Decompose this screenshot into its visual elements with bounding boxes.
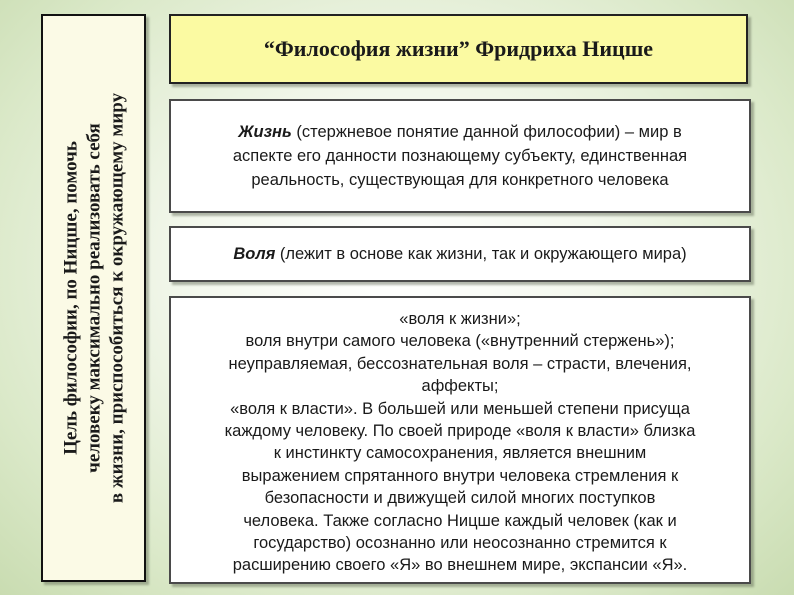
will-term: Воля [233,244,276,263]
life-line-1: (стержневое понятие данной философии) – мир в [291,123,682,141]
goal-line-3: в жизни, приспособиться к окружающему миру [106,92,127,504]
detail-line-10: человека. Также согласно Ницше каждый человек (как и [243,511,677,530]
detail-line-4: аффекты; [421,377,499,396]
goal-text [59,24,128,572]
goal-line-1: Цель философии, по Ницше, помочь [60,141,81,455]
life-definition-box [169,99,751,213]
detail-line-3: неуправляемая, бессознательная воля – страсти, влечения, [228,354,692,373]
will-definition-box [169,226,751,282]
page-title: “Философия жизни” Фридриха Ницше [263,36,654,61]
will-rest: (лежит в основе как жизни, так и окружающего мира) [275,244,687,263]
detail-line-12: расширению своего «Я» во внешнем мире, экспансии «Я». [232,556,688,575]
life-term: Жизнь [238,123,292,141]
detail-line-2: воля внутри самого человека («внутренний стержень»); [245,332,675,351]
goal-panel [41,14,146,582]
detail-line-7: к инстинкту самосохранения, является внешним [273,444,647,463]
title-box [169,14,748,84]
life-line-2: аспекте его данности познающему субъекту, единственная [232,147,688,165]
detail-line-5: «воля к власти». В большей или меньшей степени присуща [230,399,690,418]
life-definition-text [233,120,687,192]
detail-line-6: каждому человеку. По своей природе «воля к власти» близка [224,422,696,441]
detail-line-8: выражением спрятанного внутри человека стремления к [241,466,679,485]
goal-line-2: человеку максимально реализовать себя [83,123,104,473]
detail-line-1: «воля к жизни»; [399,310,521,328]
detail-line-9: безопасности и движущей силой многих поступков [264,489,656,508]
detail-line-11: государство) осознанно или неосознанно стремится к [253,534,667,553]
life-line-3: реальность, существующая для конкретного человека [251,171,669,189]
will-types-box [169,296,751,584]
will-definition-text [233,245,686,264]
